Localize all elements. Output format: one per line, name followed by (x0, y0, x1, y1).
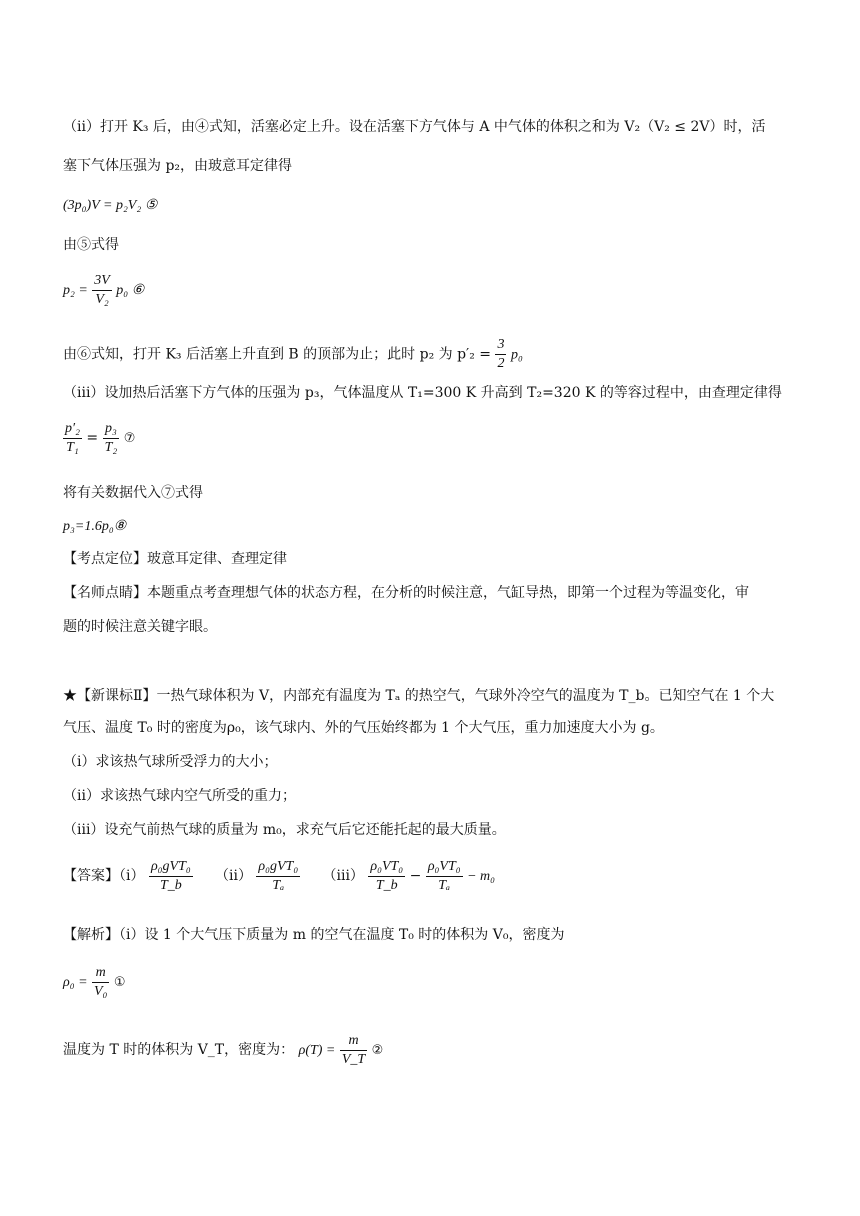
eq7-numerator-right: p₃ (103, 420, 120, 439)
eq7-numerator-left: p′₂ (63, 420, 82, 439)
solution-part-ii-line-1: （ii）打开 K₃ 后，由④式知，活塞必定上升。设在活塞下方气体与 A 中气体的体积之和为 V₂（V₂ ≤ 2V）时，活 (63, 119, 766, 135)
eq6-denominator: V₂ (95, 291, 109, 307)
from-eq6-tail: p₀ (510, 347, 523, 363)
answer-iii-label: （iii） (322, 868, 364, 884)
answer-label: 【答案】（i） (63, 868, 145, 884)
eq6-numerator: 3V (92, 272, 112, 291)
mingshi-dianjing-line-2: 题的时候注意关键字眼。 (63, 619, 217, 635)
eq7-equals: = (86, 430, 99, 446)
answer-iii-numerator-2: ρ₀VT₀ (426, 858, 463, 877)
answer-i-denominator: T_b (159, 877, 182, 893)
from-eq6-denominator: 2 (497, 356, 505, 371)
eq2-fraction (340, 1032, 367, 1069)
solution-part-ii-line-2: 塞下气体压强为 p₂，由玻意耳定律得 (63, 158, 293, 174)
answer-iii-fraction-1 (368, 858, 405, 895)
eq2-tag: ② (371, 1043, 384, 1058)
answer-ii-label: （ii） (215, 868, 252, 884)
eq7-denominator-right: T₂ (104, 439, 118, 455)
answer-iii-tail: − m₀ (467, 869, 495, 884)
equation-7 (63, 418, 812, 459)
from-eq6-line (63, 336, 812, 374)
answer-iii-denominator-1: T_b (375, 877, 398, 893)
eq1-tag: ① (113, 975, 126, 990)
eq7-fraction-right (103, 420, 120, 457)
answer-ii-fraction (256, 858, 300, 895)
answer-iii-numerator-1: ρ₀VT₀ (368, 858, 405, 877)
equation-2-line (63, 1030, 812, 1071)
answer-iii-minus: − (409, 868, 422, 884)
eq2-intro-text: 温度为 T 时的体积为 V_T，密度为： (63, 1042, 295, 1058)
from-eq5-text: 由⑤式得 (63, 237, 119, 253)
answer-iii-denominator-2: Tₐ (438, 877, 451, 893)
question-part-iii: （iii）设充气前热气球的质量为 m₀，求充气后它还能托起的最大质量。 (63, 822, 506, 838)
eq7-denominator-left: T₁ (66, 439, 79, 455)
solution-part-iii: （iii）设加热后活塞下方气体的压强为 p₃，气体温度从 T₁=300 K 升高到 T₂=320 K 的等容过程中，由查理定律得 (63, 385, 782, 401)
answer-ii-numerator: ρ₀gVT₀ (256, 858, 300, 877)
eq1-denominator: V₀ (94, 983, 108, 999)
jiexi-line: 【解析】（i）设 1 个大气压下质量为 m 的空气在温度 T₀ 时的体积为 V₀，密度为 (63, 927, 565, 943)
question-part-i: （i）求该热气球所受浮力的大小； (63, 754, 278, 770)
eq2-lhs: ρ(T) = (298, 1043, 336, 1058)
answer-iii-fraction-2 (426, 858, 463, 895)
eq2-numerator: m (340, 1032, 367, 1051)
eq1-numerator: m (92, 964, 109, 983)
substitute-eq7-text: 将有关数据代入⑦式得 (63, 485, 203, 501)
equation-1 (63, 962, 812, 1003)
eq1-lhs: ρ₀ = (63, 975, 88, 990)
mingshi-dianjing-line-1: 【名师点睛】本题重点考查理想气体的状态方程，在分析的时候注意，气缸导热，即第一个过程为等温变化，审 (63, 585, 749, 601)
from-eq6-numerator: 3 (495, 336, 506, 355)
question-part-ii: （ii）求该热气球内空气所受的重力； (63, 788, 296, 804)
answer-ii-denominator: Tₐ (272, 877, 285, 893)
equation-5: (3p₀)V = p₂V₂ ⑤ (63, 198, 158, 213)
kaodian-dingwei: 【考点定位】玻意耳定律、查理定律 (63, 551, 287, 567)
eq1-fraction (92, 964, 109, 1001)
question-line-1: ★【新课标Ⅱ】一热气球体积为 V，内部充有温度为 Tₐ 的热空气，气球外冷空气的温度为 T_b。已知空气在 1 个大 (63, 688, 775, 704)
question-line-2: 气压、温度 T₀ 时的密度为ρ₀，该气球内、外的气压始终都为 1 个大气压，重力加速度大小为 g。 (63, 720, 664, 736)
answer-i-numerator: ρ₀gVT₀ (149, 858, 193, 877)
equation-6 (63, 270, 812, 311)
eq7-tag: ⑦ (123, 431, 136, 446)
eq6-lhs: p₂ = (63, 283, 88, 298)
eq2-denominator: V_T (341, 1051, 366, 1067)
eq7-fraction-left (63, 420, 82, 457)
answer-i-fraction (149, 858, 193, 895)
from-eq6-fraction (495, 336, 506, 373)
eq6-fraction (92, 272, 112, 309)
from-eq6-text: 由⑥式知，打开 K₃ 后活塞上升直到 B 的顶部为止；此时 p₂ 为 p′₂ = (63, 346, 492, 363)
answer-line (63, 856, 812, 897)
eq6-rhs: p₀ ⑥ (116, 283, 145, 298)
equation-8: p₃=1.6p₀⑧ (63, 519, 127, 534)
